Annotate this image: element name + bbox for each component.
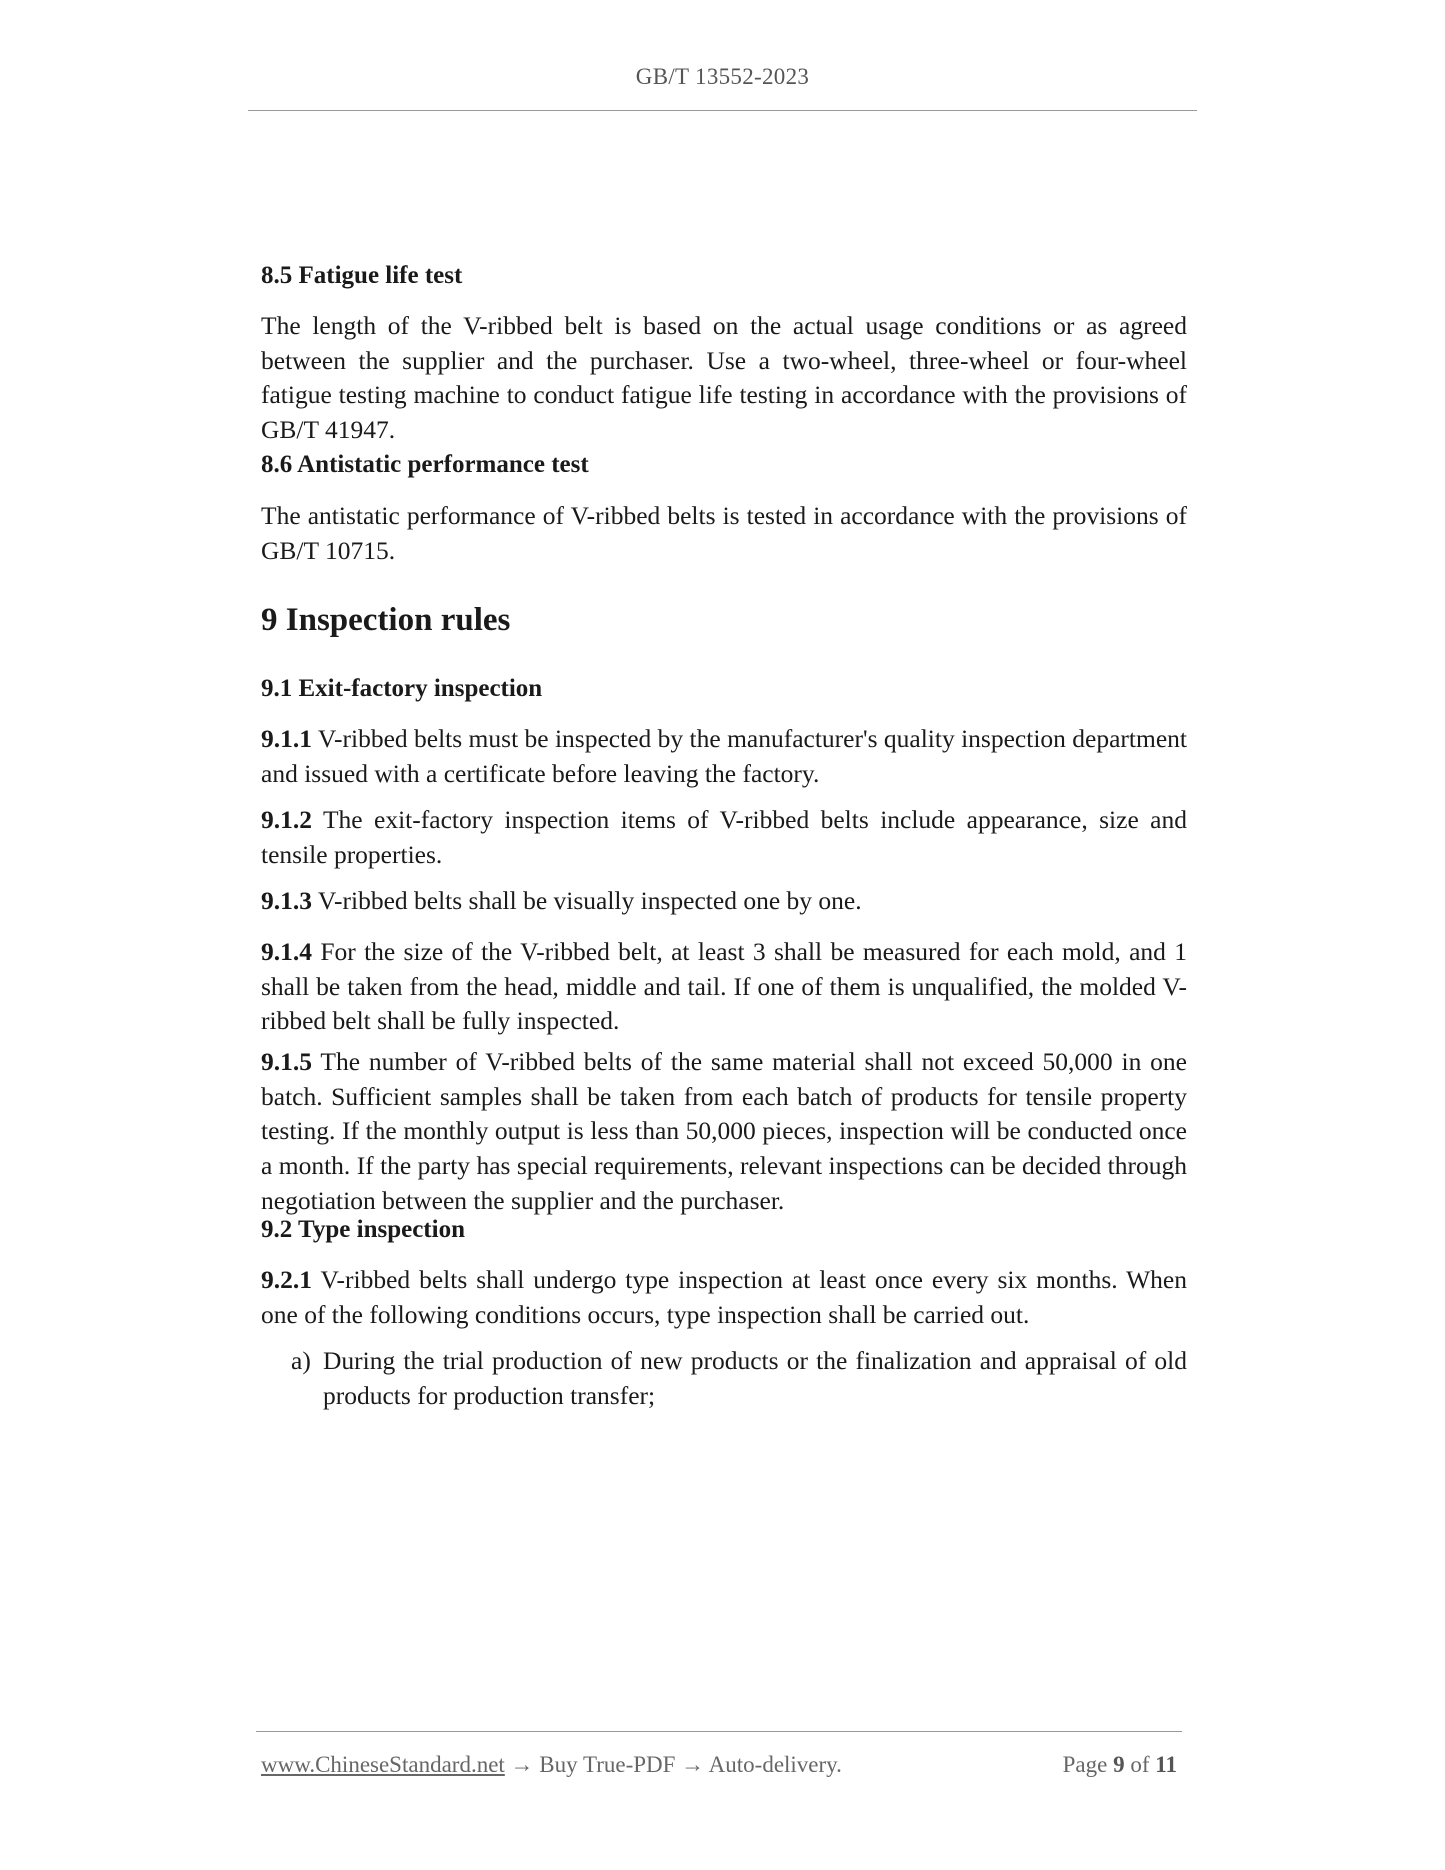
clause-text: The exit-factory inspection items of V-ribbed belts include appearance, size and tensile properties. [261, 805, 1187, 869]
page-indicator [1063, 1752, 1177, 1778]
clause-text: V-ribbed belts shall be visually inspected one by one. [317, 886, 862, 915]
footer-tagline: → Buy True-PDF → Auto-delivery. [504, 1752, 842, 1777]
list-marker: a) [291, 1346, 311, 1375]
clause-9-1-1 [261, 722, 1187, 791]
clause-9-1-2 [261, 803, 1187, 872]
heading-9-1: 9.1 Exit-factory inspection [261, 675, 543, 702]
clause-number: 9.1.5 [261, 1047, 312, 1076]
page-number: 9 [1113, 1752, 1125, 1777]
heading-9-2: 9.2 Type inspection [261, 1216, 465, 1243]
heading-8-6: 8.6 Antistatic performance test [261, 451, 589, 478]
of-word: of [1130, 1752, 1150, 1777]
heading-9: 9 Inspection rules [261, 602, 511, 638]
heading-8-5: 8.5 Fatigue life test [261, 262, 463, 289]
website-link[interactable]: www.ChineseStandard.net [261, 1752, 505, 1777]
header-divider [248, 110, 1197, 111]
page-footer [261, 1752, 1177, 1778]
clause-text: V-ribbed belts must be inspected by the manufacturer's quality inspection department and issued with a certificate before leaving the factory. [261, 724, 1187, 788]
clause-number: 9.1.3 [261, 886, 312, 915]
list-text: During the trial production of new products or the finalization and appraisal of old products for production transfer; [323, 1346, 1187, 1410]
clause-text: The number of V-ribbed belts of the same material shall not exceed 50,000 in one batch. Sufficient samples shall be taken from each batch of products for tensile property testing. If the monthly output is less than 50,000 pieces, inspection will be conducted once a month. If the party has special requirements, relevant inspections can be decided through negotiation between the supplier and the purchaser. [261, 1047, 1188, 1215]
page-total: 11 [1155, 1752, 1177, 1777]
clause-text: For the size of the V-ribbed belt, at least 3 shall be measured for each mold, and 1 shall be taken from the head, middle and tail. If one of them is unqualified, the molded V-ribbed belt shall be fully inspected. [261, 937, 1187, 1036]
list-item-a [291, 1344, 1187, 1413]
clause-number: 9.1.1 [261, 724, 312, 753]
clause-9-1-3 [261, 884, 1187, 919]
clause-number: 9.1.2 [261, 805, 312, 834]
clause-9-1-5 [261, 1045, 1187, 1219]
clause-text: V-ribbed belts shall undergo type inspection at least once every six months. When one of the following conditions occurs, type inspection shall be carried out. [261, 1265, 1187, 1329]
paragraph-8-5: The length of the V-ribbed belt is based on the actual usage conditions or as agreed between the supplier and the purchaser. Use a two-wheel, three-wheel or four-wheel fatigue testing machine to conduct fatigue life testing in accordance with the provisions of GB/T 41947. [261, 311, 1187, 445]
clause-9-1-4 [261, 935, 1187, 1039]
page-word: Page [1062, 1752, 1108, 1777]
clause-number: 9.2.1 [261, 1265, 312, 1294]
paragraph-8-6: The antistatic performance of V-ribbed belts is tested in accordance with the provisions of GB/T 10715. [261, 501, 1187, 565]
clause-number: 9.1.4 [261, 937, 312, 966]
document-header-id: GB/T 13552-2023 [635, 64, 810, 89]
footer-divider [256, 1731, 1182, 1732]
clause-9-2-1 [261, 1263, 1187, 1332]
